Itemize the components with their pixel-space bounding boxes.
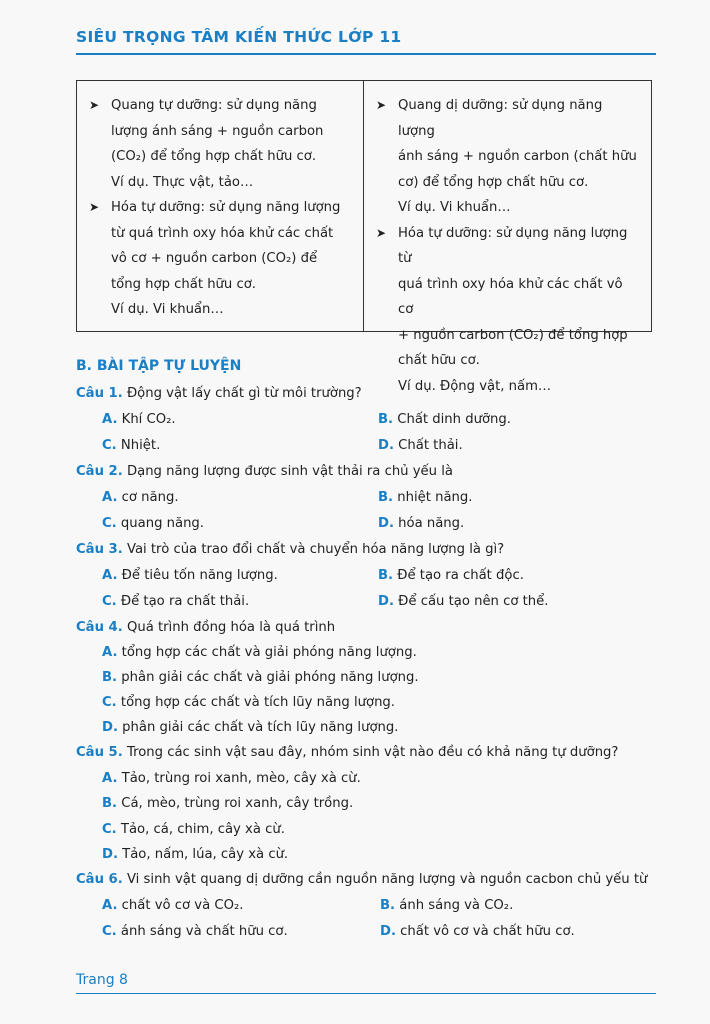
option-label: D. xyxy=(102,720,118,735)
answer-option xyxy=(102,847,288,862)
option-label: D. xyxy=(380,924,396,939)
bullet-line: từ quá trình oxy hóa khử các chất xyxy=(111,225,334,241)
bullet-example: Ví dụ. Thực vật, tảo… xyxy=(111,174,254,190)
option-text: Để tiêu tốn năng lượng. xyxy=(121,568,278,583)
question-label: Câu 5. xyxy=(76,745,123,760)
option-label: B. xyxy=(380,898,396,913)
bullet-item xyxy=(376,221,641,272)
answer-option xyxy=(378,516,464,531)
option-text: Chất thải. xyxy=(398,438,463,453)
answer-option xyxy=(102,822,285,837)
answer-option xyxy=(378,412,511,427)
answer-option xyxy=(102,645,417,660)
answer-option xyxy=(102,516,204,531)
question-label: Câu 3. xyxy=(76,542,123,557)
answer-option xyxy=(102,438,160,453)
question-label: Câu 2. xyxy=(76,464,123,479)
page-number: Trang 8 xyxy=(76,972,128,988)
option-label: A. xyxy=(102,898,118,913)
option-label: B. xyxy=(102,796,118,811)
option-text: phân giải các chất và tích lũy năng lượng. xyxy=(122,720,399,735)
bullet-title: Hóa tự dưỡng: sử dụng năng lượng xyxy=(111,200,341,215)
footer-rule xyxy=(76,993,656,994)
answer-option xyxy=(102,720,398,735)
question-label: Câu 6. xyxy=(76,872,123,887)
option-text: cơ năng. xyxy=(121,490,179,505)
option-text: Tảo, nấm, lúa, cây xà cừ. xyxy=(122,847,289,862)
answer-option xyxy=(102,924,288,939)
answer-option xyxy=(102,594,249,609)
bullet-line: vô cơ + nguồn carbon (CO₂) để xyxy=(111,251,318,266)
bullet-line: tổng hợp chất hữu cơ. xyxy=(111,276,256,292)
answer-option xyxy=(378,568,524,583)
answer-option xyxy=(380,924,575,939)
option-label: A. xyxy=(102,645,118,660)
question xyxy=(76,542,504,557)
option-label: D. xyxy=(378,438,394,453)
section-title: B. BÀI TẬP TỰ LUYỆN xyxy=(76,358,242,374)
option-text: chất vô cơ và CO₂. xyxy=(121,898,244,913)
answer-option xyxy=(102,898,243,913)
bullet-line: + nguồn carbon (CO₂) để tổng hợp xyxy=(398,327,628,343)
option-text: Cá, mèo, trùng roi xanh, cây trồng. xyxy=(121,796,354,811)
answer-option xyxy=(102,670,419,685)
answer-option xyxy=(102,490,179,505)
answer-option xyxy=(102,771,361,786)
arrow-bullet-icon: ➤ xyxy=(89,98,100,112)
question xyxy=(76,872,647,887)
question-text: Quá trình đồng hóa là quá trình xyxy=(126,620,336,635)
bullet-item xyxy=(376,93,641,144)
option-text: Để cấu tạo nên cơ thể. xyxy=(398,594,549,609)
option-label: B. xyxy=(102,670,118,685)
header-rule xyxy=(76,53,656,55)
bullet-item xyxy=(89,93,353,119)
question-label: Câu 1. xyxy=(76,386,123,401)
option-text: tổng hợp các chất và giải phóng năng lượng. xyxy=(121,645,417,660)
option-label: A. xyxy=(102,412,118,427)
answer-option xyxy=(102,412,176,427)
option-text: Chất dinh dưỡng. xyxy=(397,412,511,427)
option-label: C. xyxy=(102,924,117,939)
option-label: D. xyxy=(102,847,118,862)
question xyxy=(76,386,362,401)
bullet-line: ánh sáng + nguồn carbon (chất hữu xyxy=(398,149,637,164)
answer-option xyxy=(102,796,353,811)
option-text: chất vô cơ và chất hữu cơ. xyxy=(400,924,575,939)
option-label: C. xyxy=(102,516,117,531)
option-label: B. xyxy=(378,412,394,427)
header-title: SIÊU TRỌNG TÂM KIẾN THỨC LỚP 11 xyxy=(76,28,402,46)
option-label: B. xyxy=(378,490,394,505)
option-text: Tảo, trùng roi xanh, mèo, cây xà cừ. xyxy=(121,771,361,786)
question-text: Vai trò của trao đổi chất và chuyển hóa năng lượng là gì? xyxy=(126,542,505,557)
answer-option xyxy=(102,695,395,710)
option-label: C. xyxy=(102,594,117,609)
question-text: Trong các sinh vật sau đây, nhóm sinh vật nào đều có khả năng tự dưỡng? xyxy=(126,745,619,760)
option-label: D. xyxy=(378,516,394,531)
option-text: tổng hợp các chất và tích lũy năng lượng. xyxy=(120,695,395,710)
question-label: Câu 4. xyxy=(76,620,123,635)
option-label: C. xyxy=(102,695,117,710)
answer-option xyxy=(378,594,548,609)
table-right-column xyxy=(364,81,651,394)
option-text: nhiệt năng. xyxy=(397,490,473,505)
bullet-title: Quang dị dưỡng: sử dụng năng lượng xyxy=(398,98,603,139)
option-text: Tảo, cá, chim, cây xà cừ. xyxy=(120,822,285,837)
answer-option xyxy=(378,438,463,453)
page-header xyxy=(76,28,654,46)
option-label: C. xyxy=(102,822,117,837)
option-text: phân giải các chất và giải phóng năng lượng. xyxy=(121,670,419,685)
bullet-title: Hóa tự dưỡng: sử dụng năng lượng từ xyxy=(398,225,628,266)
option-label: A. xyxy=(102,490,118,505)
option-label: D. xyxy=(378,594,394,609)
question-text: Vi sinh vật quang dị dưỡng cần nguồn năng lượng và nguồn cacbon chủ yếu từ xyxy=(126,872,648,887)
question-text: Dạng năng lượng được sinh vật thải ra chủ yếu là xyxy=(126,464,453,479)
bullet-line: lượng ánh sáng + nguồn carbon xyxy=(111,123,324,139)
bullet-item xyxy=(89,195,353,221)
option-text: Để tạo ra chất độc. xyxy=(397,568,524,583)
bullet-line: cơ) để tổng hợp chất hữu cơ. xyxy=(398,174,589,190)
bullet-line: quá trình oxy hóa khử các chất vô cơ xyxy=(398,276,623,317)
arrow-bullet-icon: ➤ xyxy=(376,225,387,240)
option-label: C. xyxy=(102,438,117,453)
option-label: B. xyxy=(378,568,394,583)
option-text: quang năng. xyxy=(120,516,204,531)
bullet-example: Ví dụ. Động vật, nấm… xyxy=(398,378,552,394)
option-label: A. xyxy=(102,568,118,583)
option-text: Để tạo ra chất thải. xyxy=(120,594,250,609)
option-text: ánh sáng và CO₂. xyxy=(399,898,514,913)
bullet-title: Quang tự dưỡng: sử dụng năng xyxy=(111,98,317,113)
question-text: Động vật lấy chất gì từ môi trường? xyxy=(126,386,362,401)
arrow-bullet-icon: ➤ xyxy=(89,200,100,214)
answer-option xyxy=(380,898,513,913)
bullet-example: Ví dụ. Vi khuẩn… xyxy=(398,200,511,215)
option-label: A. xyxy=(102,771,118,786)
arrow-bullet-icon: ➤ xyxy=(376,98,387,112)
bullet-example: Ví dụ. Vi khuẩn… xyxy=(111,302,224,317)
table-left-column xyxy=(77,81,364,331)
answer-option xyxy=(378,490,472,505)
option-text: Nhiệt. xyxy=(120,438,161,453)
option-text: hóa năng. xyxy=(398,516,465,531)
answer-option xyxy=(102,568,278,583)
option-text: ánh sáng và chất hữu cơ. xyxy=(120,924,288,939)
question xyxy=(76,464,453,479)
bullet-line: (CO₂) để tổng hợp chất hữu cơ. xyxy=(111,149,317,164)
question xyxy=(76,620,335,635)
option-text: Khí CO₂. xyxy=(121,412,176,427)
question xyxy=(76,745,618,760)
bullet-line: chất hữu cơ. xyxy=(398,353,480,368)
